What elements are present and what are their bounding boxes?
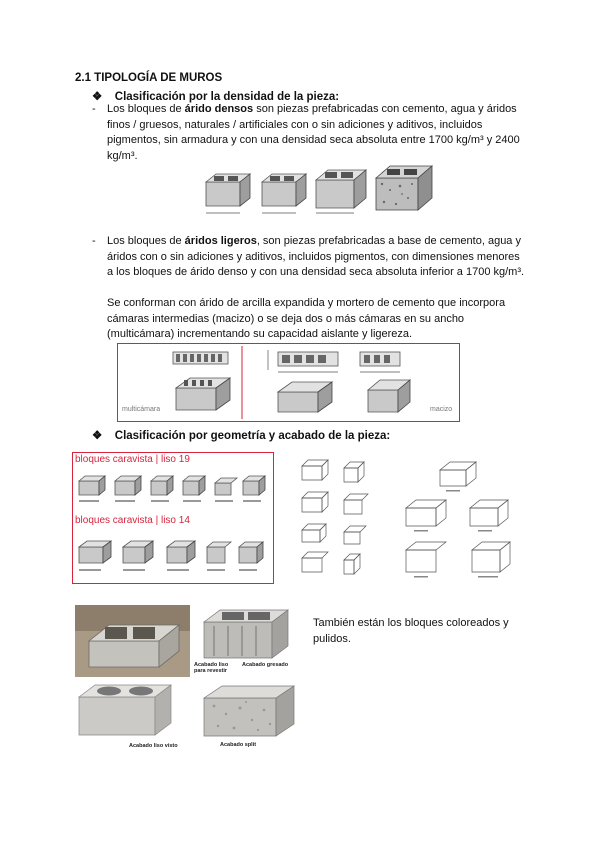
light-blocks-paragraph-2: Se conforman con árido de arcilla expandida y mortero de cemento que incorpora cámaras intermedias (macizo) o se deja dos o más cámaras en su ancho (multicámara) incrementando su capacidad aislante y ligereza.	[107, 297, 506, 340]
dense-term: árido densos	[184, 103, 254, 115]
dense-blocks-figure	[200, 160, 450, 220]
liso-visto-block-photo	[75, 681, 185, 739]
multicamara-label: multicámara	[122, 406, 161, 413]
geometry-line-drawings	[296, 450, 396, 580]
geometry-detailed-drawings	[400, 450, 524, 586]
light-term: áridos ligeros	[184, 235, 257, 247]
block-photo-liso-visto	[75, 681, 185, 753]
dash-marker: -	[92, 235, 96, 247]
split-block-photo	[200, 680, 310, 740]
light-blocks-paragraph	[107, 234, 527, 281]
block-photo-gresado	[194, 604, 308, 676]
macizo-label: macizo	[430, 406, 453, 413]
coloured-blocks-note: También están los bloques coloreados y pulidos.	[313, 617, 509, 645]
finish-label-4: Acabado split	[220, 742, 257, 748]
caravista-19-blocks	[73, 467, 273, 517]
density-heading: Clasificación por la densidad de la pieza:	[114, 91, 340, 103]
dense-blocks-illustration	[200, 160, 450, 220]
caravista-catalog-figure	[72, 452, 274, 584]
geometry-heading: Clasificación por geometría y acabado de la pieza:	[114, 430, 391, 442]
finish-label-2: Acabado gresado	[242, 662, 289, 668]
light-rest: , son piezas prefabricadas a base de cemento, agua y áridos con o sin adiciones y aditivos, incluidos pigmentos, con dimensiones menores a los bloques de árido denso y con una densidad seca absoluta inferior a 1700 kg/m³.	[107, 235, 525, 278]
dense-rest: son piezas prefabricadas con cemento, agua y áridos finos / gruesos, naturales / artificiales con o sin adiciones y aditivos, incluidos pigmentos, sin armadura y con una densidad seca absoluta entre 1700 kg/m³ y 2400 kg/m³.	[107, 103, 520, 162]
dense-lead: Los bloques de	[107, 103, 185, 115]
geometry-heading-row	[92, 426, 390, 444]
geometry-blocks-outline	[296, 450, 396, 580]
dense-blocks-paragraph	[107, 102, 527, 164]
light-blocks-figure	[117, 343, 460, 422]
caravista-14-title: bloques caravista | liso 14	[75, 515, 190, 526]
block-photo-split	[200, 680, 310, 752]
light-lead: Los bloques de	[107, 235, 185, 247]
caravista-14-blocks	[73, 529, 273, 583]
block-photo-open	[75, 605, 190, 677]
geometry-blocks-detailed	[400, 450, 524, 586]
bullet-icon: ❖	[92, 430, 103, 442]
gresado-block-photo	[198, 604, 308, 664]
light-blocks-illustration	[118, 344, 459, 421]
finish-label-3: Acabado liso visto	[129, 743, 178, 749]
section-title: 2.1 TIPOLOGÍA DE MUROS	[75, 72, 223, 84]
dash-marker: -	[92, 103, 96, 115]
bullet-icon: ❖	[92, 91, 103, 103]
finish-label-1: Acabado liso para revestir	[194, 662, 229, 674]
open-block-photo	[75, 605, 190, 677]
caravista-19-title: bloques caravista | liso 19	[75, 454, 190, 465]
